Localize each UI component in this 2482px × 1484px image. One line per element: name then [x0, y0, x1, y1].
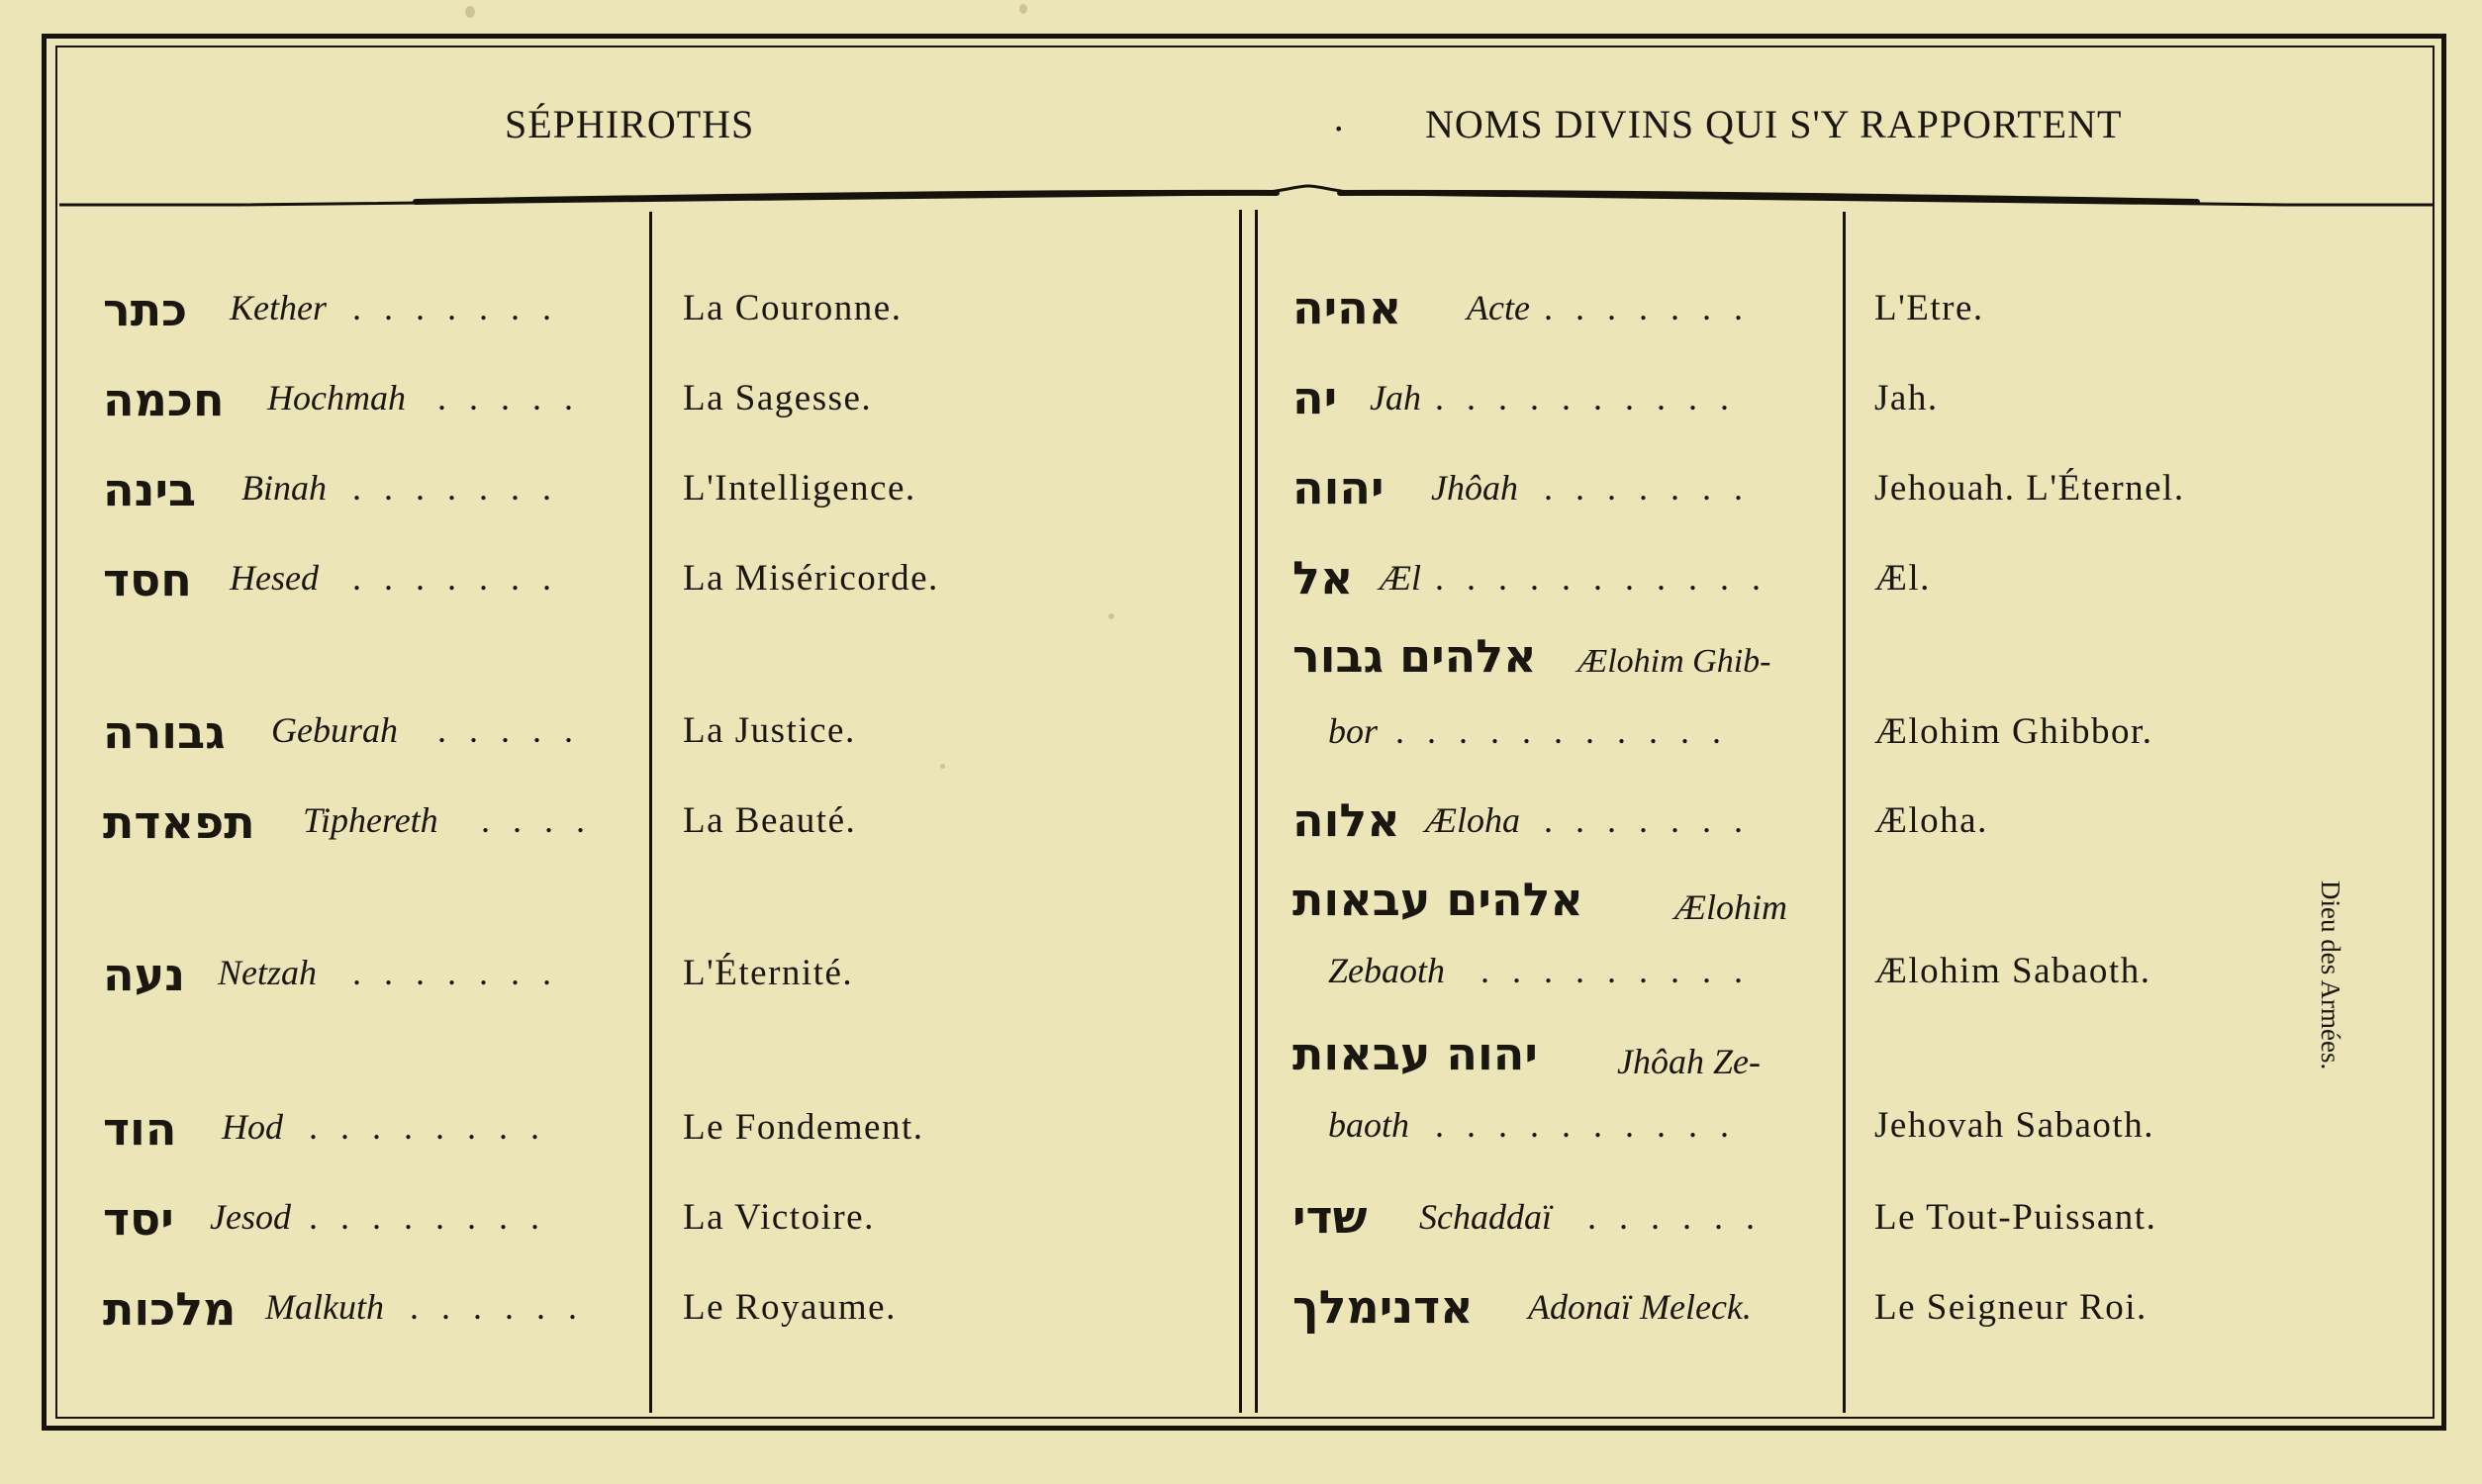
leader-dots: . . . . . . . [352, 953, 558, 992]
leader-dots: . . . . . . . [1544, 288, 1750, 327]
sephira-name: Tiphereth [303, 800, 438, 840]
leader-dots: . . . . . . . [1544, 800, 1750, 840]
nom-latin: Schaddaï [1419, 1197, 1552, 1237]
nom-hebrew: שדי [1292, 1190, 1368, 1244]
sephira-french: L'Intelligence. [683, 468, 916, 509]
nom-french: Le Seigneur Roi. [1874, 1287, 2148, 1328]
sephira-hebrew: מלכות [103, 1282, 237, 1336]
sephira-name: Malkuth [265, 1287, 384, 1327]
nom-hebrew: אלהים עבאות [1292, 873, 1583, 926]
nom-hebrew: יהוה [1292, 461, 1384, 514]
leader-dots: . . . . . . . . . [1480, 951, 1750, 990]
nom-french: Æl. [1874, 558, 1931, 599]
nom-latin: Adonaï Meleck. [1528, 1287, 1752, 1327]
sephira-name: Netzah [218, 953, 318, 992]
nom-hebrew: אלוה [1292, 793, 1400, 847]
sephira-hebrew: הוד [103, 1102, 177, 1156]
leader-dots: . . . . . [437, 378, 580, 417]
sephira-french: La Beauté. [683, 800, 857, 841]
sephira-hebrew: נעה [103, 948, 186, 1001]
nom-hebrew: אל [1292, 551, 1354, 604]
sephira-french: La Victoire. [683, 1197, 875, 1238]
column-divider-double-left [1239, 210, 1242, 1413]
sephira-french: Le Fondement. [683, 1107, 924, 1148]
nom-latin: Ælohim Ghib- [1577, 643, 1771, 680]
nom-french: Jah. [1874, 378, 1939, 418]
sephira-name: Hod [222, 1107, 283, 1147]
sephira-name: Hesed [230, 558, 319, 598]
sephira-french: La Couronne. [683, 288, 903, 328]
sephira-hebrew: חכמה [103, 373, 225, 426]
nom-latin: Æl [1380, 558, 1422, 598]
sephira-hebrew: כתר [103, 283, 188, 336]
header-noms-divins: NOMS DIVINS QUI S'Y RAPPORTENT [1425, 102, 2123, 146]
nom-latin: Jhôah Ze- [1617, 1042, 1761, 1081]
column-divider-double-right [1255, 210, 1258, 1413]
sephira-name: Jesod [210, 1197, 291, 1237]
sephira-hebrew: גבורה [103, 705, 226, 759]
nom-latin: Jhôah [1431, 468, 1518, 508]
sephira-french: Le Royaume. [683, 1287, 897, 1328]
header-dot: . [1333, 99, 1345, 139]
leader-dots: . . . . . . [1587, 1197, 1762, 1237]
sephira-hebrew: יסד [103, 1192, 174, 1246]
leader-dots: . . . . . . . . [309, 1197, 546, 1237]
sephira-hebrew: בינה [103, 463, 197, 516]
leader-dots: . . . . . . . [352, 468, 558, 508]
nom-latin: Jah [1370, 378, 1421, 417]
side-note-dieu-des-armees: Dieu des Armées. [2316, 881, 2345, 1070]
sephira-hebrew: חסד [103, 553, 192, 606]
nom-hebrew: יהוה עבאות [1292, 1027, 1538, 1080]
nom-latin: Ælohim [1674, 887, 1788, 927]
paper-speck [1019, 4, 1027, 14]
leader-dots: . . . . . [437, 710, 580, 750]
sephira-french: La Sagesse. [683, 378, 873, 418]
column-divider-1 [649, 212, 652, 1413]
nom-latin-continued: Zebaoth [1328, 951, 1446, 990]
nom-french: Æloha. [1874, 800, 1988, 841]
nom-hebrew: אלהים גבור [1292, 629, 1537, 683]
nom-hebrew: אדנימלך [1292, 1280, 1474, 1334]
nom-french: Ælohim Ghibbor. [1874, 711, 2153, 752]
nom-french: L'Etre. [1874, 288, 1984, 328]
nom-latin: Acte [1467, 288, 1530, 327]
leader-dots: . . . . [481, 800, 592, 840]
paper-speck [1108, 613, 1114, 619]
paper-speck [940, 764, 945, 769]
nom-french: Le Tout-Puissant. [1874, 1197, 2157, 1238]
paper-speck [465, 6, 475, 18]
leader-dots: . . . . . . . . [309, 1107, 546, 1147]
leader-dots: . . . . . . . [352, 558, 558, 598]
nom-french: Jehouah. L'Éternel. [1874, 468, 2185, 509]
leader-dots: . . . . . . . [1544, 468, 1750, 508]
leader-dots: . . . . . . . . . . [1435, 378, 1736, 417]
leader-dots: . . . . . . . . . . . [1435, 558, 1767, 598]
sephira-french: La Miséricorde. [683, 558, 939, 599]
sephira-name: Kether [230, 288, 327, 327]
leader-dots: . . . . . . . [352, 288, 558, 327]
nom-french: Jehovah Sabaoth. [1874, 1105, 2154, 1146]
header-sephiroths: SÉPHIROTHS [505, 102, 755, 146]
column-divider-3 [1843, 212, 1846, 1413]
header-divider-rule [59, 184, 2434, 208]
leader-dots: . . . . . . . . . . . [1395, 711, 1728, 751]
nom-hebrew: אהיה [1292, 281, 1402, 334]
nom-hebrew: יה [1292, 371, 1338, 424]
nom-french: Ælohim Sabaoth. [1874, 951, 2151, 991]
nom-latin-continued: bor [1328, 711, 1379, 751]
sephira-name: Hochmah [267, 378, 406, 417]
nom-latin-continued: baoth [1328, 1105, 1410, 1145]
leader-dots: . . . . . . [410, 1287, 584, 1327]
leader-dots: . . . . . . . . . . [1435, 1105, 1736, 1145]
sephira-name: Geburah [271, 710, 398, 750]
sephira-name: Binah [241, 468, 327, 508]
sephira-french: La Justice. [683, 710, 856, 751]
nom-latin: Æloha [1425, 800, 1521, 840]
sephira-french: L'Éternité. [683, 953, 854, 993]
sephira-hebrew: תפאדת [103, 795, 255, 849]
